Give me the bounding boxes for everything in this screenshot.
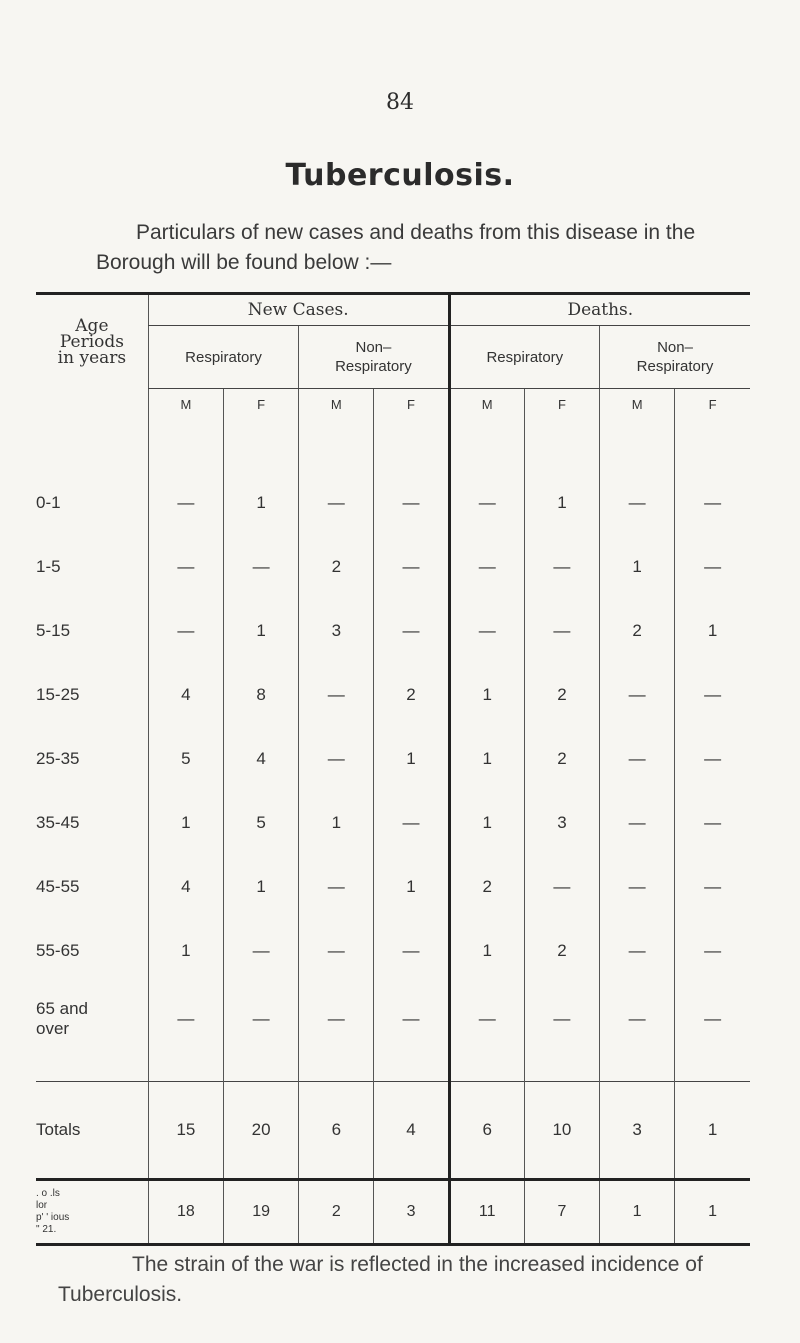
age-period-cell: 55-65: [36, 941, 80, 960]
age-period-cell: 35-45: [36, 813, 80, 832]
tuberculosis-table-container: [36, 292, 750, 1246]
age-period-cell: 65 and over: [36, 999, 88, 1038]
value-cell: —: [374, 471, 449, 535]
value-cell: —: [675, 727, 750, 791]
age-periods-header: [36, 294, 148, 389]
value-cell: —: [148, 535, 223, 599]
value-cell: 1: [374, 855, 449, 919]
value-cell: 4: [148, 663, 223, 727]
value-cell: 1: [224, 471, 299, 535]
value-cell: —: [449, 535, 524, 599]
value-cell: 1: [675, 1180, 750, 1245]
tuberculosis-table: [36, 292, 750, 1246]
value-cell: 4: [148, 855, 223, 919]
value-cell: 20: [224, 1082, 299, 1180]
value-cell: 1: [524, 471, 599, 535]
table-row: [36, 855, 750, 919]
value-cell: —: [675, 663, 750, 727]
age-period-cell: 45-55: [36, 877, 80, 896]
age-period-cell: 5-15: [36, 621, 71, 640]
value-cell: 5: [148, 727, 223, 791]
value-cell: 1: [299, 791, 374, 855]
value-cell: —: [148, 983, 223, 1055]
value-cell: 2: [524, 663, 599, 727]
age-period-cell: 1-5: [36, 557, 61, 576]
sex-header: M: [148, 389, 223, 420]
age-header-line-1: Age: [75, 315, 109, 336]
value-cell: 1: [224, 855, 299, 919]
value-cell: —: [675, 471, 750, 535]
sex-header: M: [449, 389, 524, 420]
value-cell: —: [524, 983, 599, 1055]
age-period-cell: . o .ls lor p' ' ious " 21.: [36, 1180, 148, 1245]
age-period-cell: 25-35: [36, 749, 80, 768]
value-cell: —: [600, 983, 675, 1055]
value-cell: —: [299, 855, 374, 919]
value-cell: —: [524, 535, 599, 599]
deaths-non-respiratory-header: Non– Respiratory: [600, 326, 750, 389]
value-cell: —: [148, 599, 223, 663]
spacer-cell: [600, 1055, 675, 1082]
deaths-header: Deaths.: [449, 294, 750, 326]
value-cell: —: [224, 983, 299, 1055]
value-cell: 4: [374, 1082, 449, 1180]
age-period-cell: 0-1: [36, 493, 61, 512]
new-cases-non-respiratory-header: Non– Respiratory: [299, 326, 449, 389]
value-cell: 2: [299, 535, 374, 599]
spacer-cell: [36, 1055, 148, 1082]
value-cell: 3: [524, 791, 599, 855]
value-cell: 11: [449, 1180, 524, 1245]
value-cell: 2: [374, 663, 449, 727]
value-cell: 1: [600, 535, 675, 599]
totals-row: [36, 1082, 750, 1180]
age-period-cell: Totals: [36, 1082, 148, 1180]
value-cell: —: [374, 599, 449, 663]
spacer-cell: [224, 1055, 299, 1082]
value-cell: 2: [449, 855, 524, 919]
age-header-blank: [36, 389, 148, 420]
value-cell: 8: [224, 663, 299, 727]
value-cell: —: [224, 535, 299, 599]
value-cell: 5: [224, 791, 299, 855]
table-row: [36, 663, 750, 727]
value-cell: 19: [224, 1180, 299, 1245]
value-cell: 3: [299, 599, 374, 663]
value-cell: —: [600, 471, 675, 535]
table-row: [36, 471, 750, 535]
value-cell: 1: [148, 919, 223, 983]
value-cell: 3: [374, 1180, 449, 1245]
value-cell: 1: [224, 599, 299, 663]
value-cell: 1: [449, 727, 524, 791]
value-cell: 3: [600, 1082, 675, 1180]
value-cell: —: [299, 983, 374, 1055]
spacer-cell: [675, 1055, 750, 1082]
new-cases-header: New Cases.: [148, 294, 449, 326]
value-cell: —: [675, 535, 750, 599]
page-number: 84: [386, 90, 414, 115]
value-cell: —: [600, 791, 675, 855]
value-cell: —: [600, 727, 675, 791]
table-body: [36, 419, 750, 1245]
intro-paragraph: Particulars of new cases and deaths from this disease in the Borough will be found below :—: [96, 221, 696, 274]
value-cell: —: [299, 919, 374, 983]
table-row: [36, 727, 750, 791]
value-cell: —: [374, 791, 449, 855]
value-cell: —: [600, 663, 675, 727]
value-cell: —: [374, 919, 449, 983]
value-cell: 1: [449, 919, 524, 983]
sex-header: F: [224, 389, 299, 420]
value-cell: —: [449, 599, 524, 663]
sex-header: M: [299, 389, 374, 420]
table-row: [36, 535, 750, 599]
value-cell: 1: [449, 791, 524, 855]
age-period-cell: 15-25: [36, 685, 80, 704]
spacer-cell: [148, 1055, 223, 1082]
value-cell: 1: [148, 791, 223, 855]
previous-year-row: [36, 1180, 750, 1245]
value-cell: —: [600, 855, 675, 919]
age-header-line-3: in years: [57, 347, 127, 368]
value-cell: 1: [675, 1082, 750, 1180]
value-cell: 1: [675, 599, 750, 663]
value-cell: 18: [148, 1180, 223, 1245]
sex-header: F: [675, 389, 750, 420]
value-cell: 2: [524, 727, 599, 791]
table-row: [36, 791, 750, 855]
value-cell: —: [675, 919, 750, 983]
value-cell: 2: [299, 1180, 374, 1245]
value-cell: —: [449, 983, 524, 1055]
value-cell: —: [374, 535, 449, 599]
value-cell: —: [675, 983, 750, 1055]
new-cases-respiratory-header: Respiratory: [148, 326, 298, 389]
value-cell: —: [524, 855, 599, 919]
value-cell: 1: [600, 1180, 675, 1245]
value-cell: —: [675, 855, 750, 919]
sex-header: F: [524, 389, 599, 420]
value-cell: —: [449, 471, 524, 535]
value-cell: 1: [449, 663, 524, 727]
value-cell: —: [224, 919, 299, 983]
deaths-respiratory-header: Respiratory: [449, 326, 599, 389]
spacer-cell: [524, 1055, 599, 1082]
value-cell: —: [299, 663, 374, 727]
value-cell: 2: [600, 599, 675, 663]
page-title: Tuberculosis.: [285, 158, 515, 193]
footer-note: The strain of the war is reflected in the increased incidence of Tuberculosis.: [58, 1253, 703, 1306]
value-cell: 10: [524, 1082, 599, 1180]
value-cell: 6: [449, 1082, 524, 1180]
value-cell: 1: [374, 727, 449, 791]
value-cell: 2: [524, 919, 599, 983]
sex-header: M: [600, 389, 675, 420]
value-cell: 15: [148, 1082, 223, 1180]
table-row: [36, 599, 750, 663]
value-cell: —: [675, 791, 750, 855]
value-cell: —: [148, 471, 223, 535]
age-header-line-2: Periods: [59, 331, 124, 352]
value-cell: —: [600, 919, 675, 983]
spacer-cell: [449, 1055, 524, 1082]
table-spacer-row: [36, 1055, 750, 1082]
value-cell: —: [299, 727, 374, 791]
spacer-cell: [374, 1055, 449, 1082]
value-cell: —: [524, 599, 599, 663]
value-cell: —: [299, 471, 374, 535]
spacer-cell: [299, 1055, 374, 1082]
table-row: [36, 919, 750, 983]
table-row: [36, 983, 750, 1055]
value-cell: 6: [299, 1082, 374, 1180]
value-cell: —: [374, 983, 449, 1055]
value-cell: 7: [524, 1180, 599, 1245]
value-cell: 4: [224, 727, 299, 791]
sex-header: F: [374, 389, 449, 420]
